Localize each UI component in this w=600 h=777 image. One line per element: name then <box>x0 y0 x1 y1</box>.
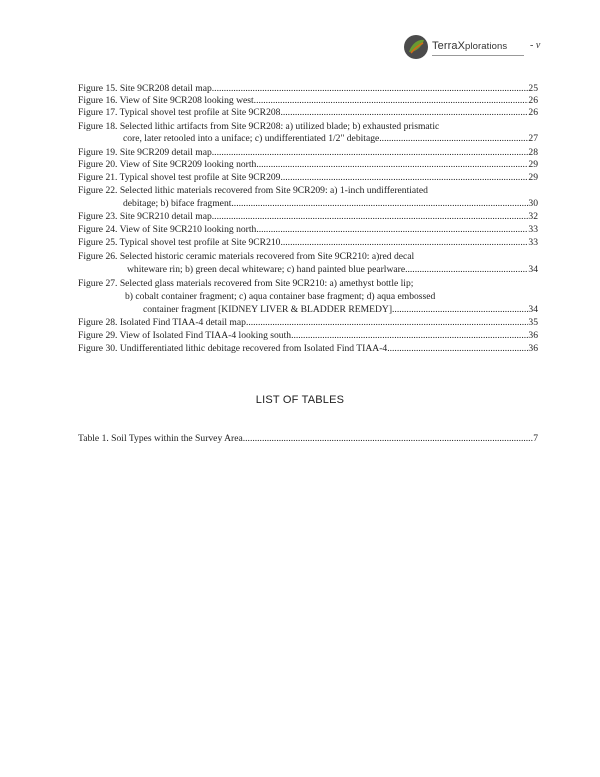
toc-entry-continuation: whiteware rin; b) green decal whiteware; c) hand painted blue pearlware ..... 34 <box>127 264 538 275</box>
toc-entry: Figure 15. Site 9CR208 detail map ..... 25 <box>78 83 538 94</box>
toc-entry: Figure 26. Selected historic ceramic materials recovered from Site 9CR210: a)red decal <box>78 251 415 262</box>
toc-entry: Figure 27. Selected glass materials recovered from Site 9CR210: a) amethyst bottle lip; <box>78 278 414 289</box>
list-of-tables-heading: LIST OF TABLES <box>255 394 345 406</box>
toc-entry: Figure 16. View of Site 9CR208 looking west ..... 26 <box>78 95 538 106</box>
toc-entry: Figure 28. Isolated Find TIAA-4 detail map ..... 35 <box>78 317 538 328</box>
toc-entry: Figure 24. View of Site 9CR210 looking north ..... 33 <box>78 224 538 235</box>
header-rule <box>432 55 524 56</box>
toc-entry: Figure 22. Selected lithic materials recovered from Site 9CR209: a) 1-inch undifferentiated <box>78 185 428 196</box>
toc-entry-continuation: core, later retooled into a uniface; c) undifferentiated 1/2" debitage ..... 27 <box>123 133 538 144</box>
toc-entry-continuation: debitage; b) biface fragment.. ..... 30 <box>123 198 538 209</box>
logo-wordmark: TerraXplorations <box>432 40 508 52</box>
toc-entry: Table 1. Soil Types within the Survey Area ..... 7 <box>78 433 538 444</box>
toc-entry: Figure 29. View of Isolated Find TIAA-4 looking south ..... 36 <box>78 330 538 341</box>
toc-entry: Figure 17. Typical shovel test profile at Site 9CR208 ..... 26 <box>78 107 538 118</box>
toc-entry-continuation: b) cobalt container fragment; c) aqua container base fragment; d) aqua embossed <box>125 291 436 302</box>
toc-entry: Figure 23. Site 9CR210 detail map ..... 32 <box>78 211 538 222</box>
page-header <box>403 34 553 64</box>
terraxplorations-logo-icon <box>403 34 429 60</box>
toc-entry: Figure 20. View of Site 9CR209 looking north ..... 29 <box>78 159 538 170</box>
page-number: - v <box>530 40 541 51</box>
toc-entry: Figure 30. Undifferentiated lithic debitage recovered from Isolated Find TIAA-4 ..... 36 <box>78 343 538 354</box>
toc-entry: Figure 25. Typical shovel test profile at Site 9CR210 ..... 33 <box>78 237 538 248</box>
toc-entry-continuation: container fragment [KIDNEY LIVER & BLADDER REMEDY] ..... 34 <box>143 304 538 315</box>
toc-entry: Figure 21. Typical shovel test profile at Site 9CR209 ..... 29 <box>78 172 538 183</box>
toc-entry: Figure 19. Site 9CR209 detail map ..... 28 <box>78 147 538 158</box>
toc-entry: Figure 18. Selected lithic artifacts from Site 9CR208: a) utilized blade; b) exhausted prismatic <box>78 121 440 132</box>
